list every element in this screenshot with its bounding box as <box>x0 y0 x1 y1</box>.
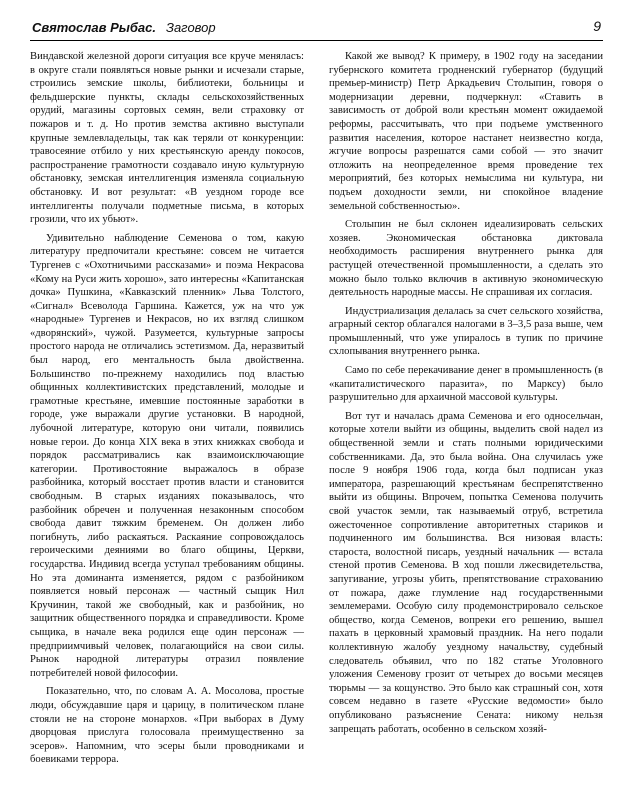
left-column <box>30 50 304 772</box>
header-title: Заговор <box>165 20 216 35</box>
paragraph: Виндавской железной дороги ситуация все круче меняласъ: в округе стали появляться новые рынки и исчезали старые, строились земские школы, библиотеки, больницы и фельдшерские пункты, склады сельскохозяйственных орудий, магазины сортовых семян, вели страховку от пожаров и т. д. Но против земства активно выступали крупные землевладельцы, так как теряли от конкуренции: травосеяние отбило у них крестьянскую аренду покосов, распространение грамотности создавало иную культурную обстановку, земская интеллигенция изменяла социальную обстановку. И вот результат: «В уездном городе все интеллигенты получали подметные письма, в которых грозили, что их убьют». <box>30 51 304 226</box>
header-rule <box>30 40 603 41</box>
running-head <box>32 20 216 35</box>
text-columns <box>30 50 603 772</box>
paragraph: Столыпин не был склонен идеализировать сельских хозяев. Экономическая обстановка диктовала необходимость расширения внутреннего рынка для растущей отечественной промышленности, а сделать это можно было только включив в активную экономическую деятельность народные массы. Не спрашивая их согласия. <box>329 219 603 299</box>
header-author: Святослав Рыбас. <box>32 20 156 35</box>
paragraph: Какой же вывод? К примеру, в 1902 году на заседании губернского комитета гродненский губернатор (будущий премьер-министр) Петр Аркадьевич Столыпин, говоря о модернизации деревни, подчеркнул: «Ставить в зависимость от доброй воли крестьян момент ожидаемой реформы, рассчитывать, что при подъеме умственного развития населения, которое настанет неизвестно когда, жгучие вопросы разрешатся сами собой — это значит отложить на неопределенное время проведение тех мероприятий, без которых немыслима ни культура, ни подъем доходности земли, ни спокойное владение земельной собственностью». <box>329 51 603 212</box>
paragraph: Показательно, что, по словам А. А. Мосолова, простые люди, обсуждавшие царя и царицу, в политическом плане стояли не на стороне монархов. «При выборах в Думу дворцовая прислуга голосовала преимущественно за эсеров». Напомним, что эсеры были проводниками и боевиками террора. <box>30 686 304 766</box>
page-number: 9 <box>593 18 601 34</box>
right-column <box>329 50 603 772</box>
paragraph: Само по себе перекачивание денег в промышленность (в «капиталистического паразита», по Марксу) было разрушительно для архаичной массовой культуры. <box>329 365 603 404</box>
paragraph: Вот тут и началась драма Семенова и его односельчан, которые хотели выйти из общины, выделить свой надел из общественной земли и стать полными юридическими собственниками. Да, это была война. Она случилась уже после 9 ноября 1906 года, когда был подписан указ императора, разрешающий крестьянам беспрепятственно выйти из общины. Впрочем, попытка Семенова получить свой участок земли, так называемый отруб, встретила ожесточенное сопротивление авторитетных стариков и подчиненного им большинства. Вся низовая власть: староста, волостной писарь, уездный начальник — встала стеной против Семенова. В ход пошли лжесвидетельства, запугивание, угрозы убить, препятствование страхованию от пожара, даже глумление над государственными землемерами. Особую силу продемонстрировало сельское общество, когда Семенов, вопреки его решению, вышел пахать в церковный храмовый праздник. На него подали коллективную жалобу уездному начальству, судебный следователь объявил, что по 182 статье Уголовного уложения Семенову грозит от четырех до восьми месяцев тюрьмы — за кощунство. Это было как страшный сон, хотя совсем недавно в газете «Русские ведомости» было опубликовано разъяснение Сената: никому нельзя запрещать работать, особенно в сельском хозяй- <box>329 410 603 735</box>
page-header <box>30 18 603 40</box>
paragraph: Индустриализация делалась за счет сельского хозяйства, аграрный сектор облагался налогами в 3–3,5 раза выше, чем промышленный, что уже упиралось в тупик по причине схлопывания внутреннего рынка. <box>329 305 603 358</box>
paragraph: Удивительно наблюдение Семенова о том, какую литературу предпочитали крестьяне: совсем не читается Тургенев с «Охотничьими рассказами» и поэма Некрасова «Кому на Руси жить хорошо», зато интересны «Капитанская дочка» Пушкина, «Кавказский пленник» Льва Толстого, «Сигнал» Всеволода Гаршина. Кажется, уж на что уж «народные» Тургенев и Некрасов, но их взгляд слишком «дворянский», чужой. Разумеется, культурные запросы простого народа не отличались эстетизмом. Да, неразвитый был народ, его ментальность была двойственна. Большинство по-прежнему находились под властью общинных коллективистских представлений, молодые и грамотные крестьяне, имевшие постоянные заработки в городе, уже выражали другие установки. В народной, лубочной литературе, которую они читали, появились новые герои. До конца XIX века в этих книжках свобода и порядок рассматривались как взаимоисключающие категории. Противостояние выражалось в образе разбойника, который восстает против власти и становится свободным. В старых изданиях показывалось, что разбойник обречен и полученная незаконным способом свобода давит тяжким бременем. Он должен либо погибнуть, либо раскаяться. Раскаяние сопровождалось героическими деяниями во благо общины, Церкви, государства. Индивид всегда уступал требованиям общины. Но эта доминанта изменяется, рядом с разбойником появляется новый персонаж — частный сыщик Нил Кручинин, такой же свободный, как и разбойник, но защитник общественного порядка и справедливости. Кроме сыщика, в начале века родился еще один персонаж — предприимчивый человек, полагающийся на свои силы. Рынок народной литературы отразил появление потребителей новой философии. <box>30 232 304 679</box>
